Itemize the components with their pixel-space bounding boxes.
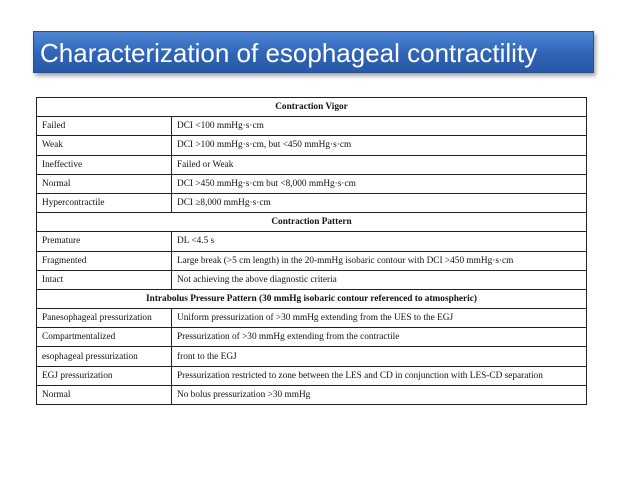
row-label: Normal <box>37 174 172 193</box>
section-header-row <box>37 98 587 117</box>
slide-title: Characterization of esophageal contractility <box>40 38 538 68</box>
row-label: Ineffective <box>37 155 172 174</box>
section-header: Intrabolus Pressure Pattern (30 mmHg isobaric contour referenced to atmospheric) <box>37 289 587 308</box>
table-row <box>37 232 587 251</box>
row-label: Failed <box>37 117 172 136</box>
row-value: DCI >450 mmHg·s·cm but <8,000 mmHg·s·cm <box>172 174 587 193</box>
row-value: DCI >100 mmHg·s·cm, but <450 mmHg·s·cm <box>172 136 587 155</box>
table-row <box>37 366 587 385</box>
row-label: Intact <box>37 270 172 289</box>
table-row <box>37 251 587 270</box>
row-value: DL <4.5 s <box>172 232 587 251</box>
contractility-table <box>36 97 587 405</box>
section-header-row <box>37 289 587 308</box>
row-value: Uniform pressurization of >30 mmHg extending from the UES to the EGJ <box>172 309 587 328</box>
table-row <box>37 193 587 212</box>
table-row <box>37 155 587 174</box>
section-header: Contraction Vigor <box>37 98 587 117</box>
row-value: Pressurization of >30 mmHg extending from the contractile <box>172 328 587 347</box>
row-label: Weak <box>37 136 172 155</box>
section-header: Contraction Pattern <box>37 213 587 232</box>
section-header-row <box>37 213 587 232</box>
table-row <box>37 328 587 347</box>
row-label: Hypercontractile <box>37 193 172 212</box>
row-label: Panesophageal pressurization <box>37 309 172 328</box>
row-value: Failed or Weak <box>172 155 587 174</box>
row-value: DCI ≥8,000 mmHg·s·cm <box>172 193 587 212</box>
row-value: front to the EGJ <box>172 347 587 366</box>
slide-title-banner <box>33 31 594 73</box>
table-row <box>37 385 587 404</box>
row-value: Pressurization restricted to zone between the LES and CD in conjunction with LES-CD separation <box>172 366 587 385</box>
table-row <box>37 270 587 289</box>
row-value: DCI <100 mmHg·s·cm <box>172 117 587 136</box>
row-label: Premature <box>37 232 172 251</box>
row-label: Compartmentalized <box>37 328 172 347</box>
row-label: esophageal pressurization <box>37 347 172 366</box>
row-label: EGJ pressurization <box>37 366 172 385</box>
table-row <box>37 117 587 136</box>
row-value: Large break (>5 cm length) in the 20-mmHg isobaric contour with DCI >450 mmHg·s·cm <box>172 251 587 270</box>
table-row <box>37 309 587 328</box>
row-value: Not achieving the above diagnostic criteria <box>172 270 587 289</box>
table-row <box>37 347 587 366</box>
row-label: Normal <box>37 385 172 404</box>
table-row <box>37 136 587 155</box>
row-value: No bolus pressurization >30 mmHg <box>172 385 587 404</box>
table-row <box>37 174 587 193</box>
row-label: Fragmented <box>37 251 172 270</box>
